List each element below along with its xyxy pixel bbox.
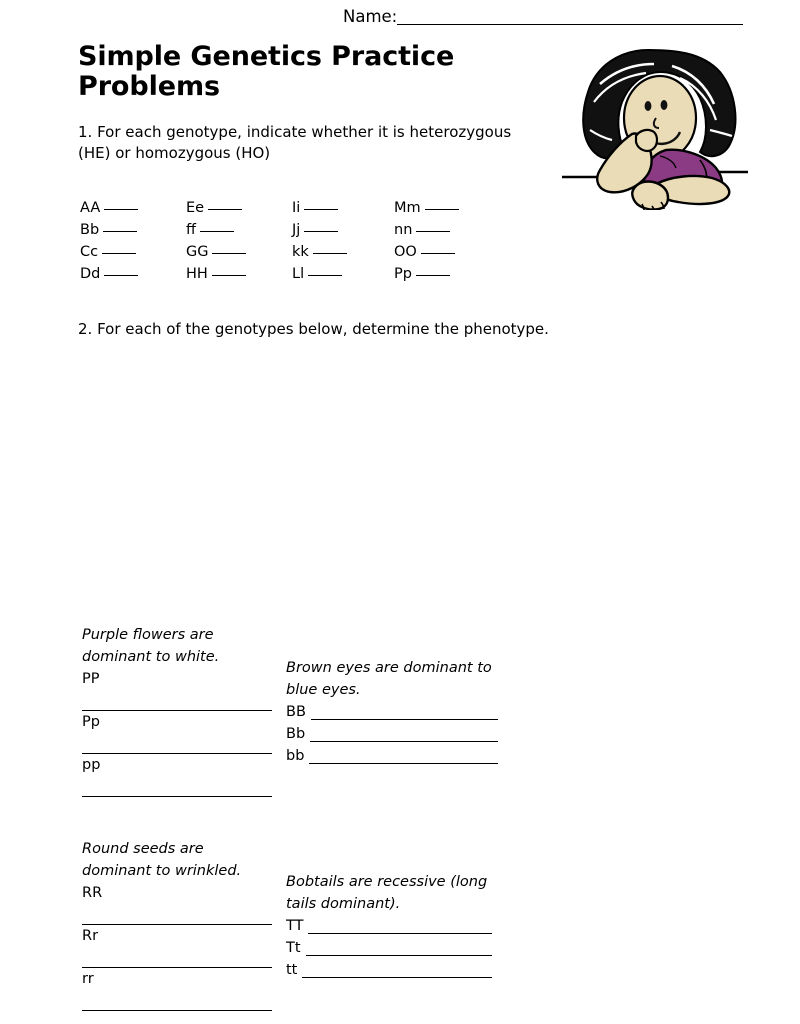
genotype-label: Rr xyxy=(82,928,99,944)
genotype-label: Mm xyxy=(394,200,421,216)
genotype-item xyxy=(80,219,186,241)
name-input-line[interactable] xyxy=(397,24,743,25)
genotype-label: Ee xyxy=(186,200,205,216)
phenotype-answer-item xyxy=(286,745,498,767)
genotype-answer-blank[interactable] xyxy=(313,241,347,254)
phenotype-answer-item xyxy=(82,925,272,968)
genotype-item xyxy=(186,263,292,285)
genotype-item xyxy=(292,197,394,219)
genotype-label: Ll xyxy=(292,266,305,282)
genotype-label: pp xyxy=(82,757,101,773)
genotype-item xyxy=(292,219,394,241)
phenotype-answer-line[interactable] xyxy=(311,719,498,720)
phenotype-block-seeds xyxy=(82,838,272,1011)
name-field-row xyxy=(343,8,743,27)
genotype-answer-blank[interactable] xyxy=(304,219,338,232)
genotype-label: Bb xyxy=(286,726,306,742)
genotype-label: Pp xyxy=(82,714,100,730)
phenotype-answer-item xyxy=(82,968,272,1011)
genotype-label: RR xyxy=(82,885,103,901)
genotype-answer-blank[interactable] xyxy=(421,241,455,254)
genotype-answer-blank[interactable] xyxy=(212,241,246,254)
genotype-answer-blank[interactable] xyxy=(200,219,234,232)
phenotype-answer-line[interactable] xyxy=(308,933,492,934)
phenotype-answer-line[interactable] xyxy=(82,1010,272,1011)
genotype-item xyxy=(394,241,504,263)
genotype-label: HH xyxy=(186,266,208,282)
genotype-item xyxy=(186,241,292,263)
phenotype-block-flowers xyxy=(82,624,272,797)
phenotype-prompt: Bobtails are recessive (long tails dominant). xyxy=(286,874,488,912)
genotype-label: ff xyxy=(186,222,196,238)
phenotype-answer-item xyxy=(286,937,492,959)
genotype-grid xyxy=(80,197,504,285)
genotype-answer-blank[interactable] xyxy=(208,197,242,210)
phenotype-answer-line[interactable] xyxy=(82,796,272,797)
genotype-item xyxy=(292,263,394,285)
genotype-item xyxy=(394,219,504,241)
phenotype-answer-item xyxy=(82,711,272,754)
phenotype-answer-item xyxy=(82,882,272,925)
phenotype-block-eyes xyxy=(286,657,498,767)
phenotype-answer-item xyxy=(286,959,492,981)
genotype-answer-blank[interactable] xyxy=(212,263,246,276)
phenotype-answer-item xyxy=(82,668,272,711)
genotype-label: GG xyxy=(186,244,209,260)
genotype-item xyxy=(80,263,186,285)
phenotype-answer-item xyxy=(82,754,272,797)
genotype-answer-blank[interactable] xyxy=(425,197,459,210)
genotype-answer-blank[interactable] xyxy=(104,197,138,210)
phenotype-answer-item xyxy=(286,915,492,937)
genotype-item xyxy=(394,263,504,285)
genotype-item xyxy=(80,197,186,219)
genotype-answer-blank[interactable] xyxy=(102,241,136,254)
genotype-label: BB xyxy=(286,704,306,720)
phenotype-answer-item xyxy=(286,723,498,745)
phenotype-answer-line[interactable] xyxy=(306,955,492,956)
genotype-item xyxy=(394,197,504,219)
genotype-answer-blank[interactable] xyxy=(416,219,450,232)
genotype-label: Tt xyxy=(286,940,301,956)
genotype-item xyxy=(292,241,394,263)
genotype-label: OO xyxy=(394,244,417,260)
genotype-label: PP xyxy=(82,671,100,687)
genotype-label: Dd xyxy=(80,266,101,282)
phenotype-answer-line[interactable] xyxy=(309,763,498,764)
genotype-item xyxy=(80,241,186,263)
phenotype-answer-line[interactable] xyxy=(302,977,492,978)
question-2-text: 2. For each of the genotypes below, determine the phenotype. xyxy=(78,320,549,338)
phenotype-answer-line[interactable] xyxy=(310,741,498,742)
genotype-label: rr xyxy=(82,971,94,987)
genotype-label: TT xyxy=(286,918,304,934)
phenotype-prompt: Purple flowers are dominant to white. xyxy=(82,627,220,665)
genotype-label: Bb xyxy=(80,222,100,238)
genotype-answer-blank[interactable] xyxy=(308,263,342,276)
genotype-answer-blank[interactable] xyxy=(104,263,138,276)
genotype-label: nn xyxy=(394,222,413,238)
genotype-label: Pp xyxy=(394,266,412,282)
genotype-label: kk xyxy=(292,244,309,260)
phenotype-answer-item xyxy=(286,701,498,723)
genotype-answer-blank[interactable] xyxy=(103,219,137,232)
girl-leaning-on-desk-illustration xyxy=(560,44,750,210)
genotype-label: bb xyxy=(286,748,305,764)
genotype-label: Jj xyxy=(292,222,301,238)
page-title: Simple Genetics Practice Problems xyxy=(78,41,455,102)
question-1-text: 1. For each genotype, indicate whether it is heterozygous (HE) or homozygous (HO) xyxy=(78,123,512,162)
genotype-item xyxy=(186,219,292,241)
genotype-answer-blank[interactable] xyxy=(416,263,450,276)
genotype-item xyxy=(186,197,292,219)
genotype-answer-blank[interactable] xyxy=(304,197,338,210)
phenotype-prompt: Brown eyes are dominant to blue eyes. xyxy=(286,660,492,698)
phenotype-block-tails xyxy=(286,871,492,981)
genotype-label: AA xyxy=(80,200,101,216)
genotype-label: Cc xyxy=(80,244,99,260)
phenotype-prompt: Round seeds are dominant to wrinkled. xyxy=(82,841,242,879)
genotype-label: Ii xyxy=(292,200,301,216)
name-label: Name: xyxy=(343,7,398,26)
genotype-label: tt xyxy=(286,962,298,978)
